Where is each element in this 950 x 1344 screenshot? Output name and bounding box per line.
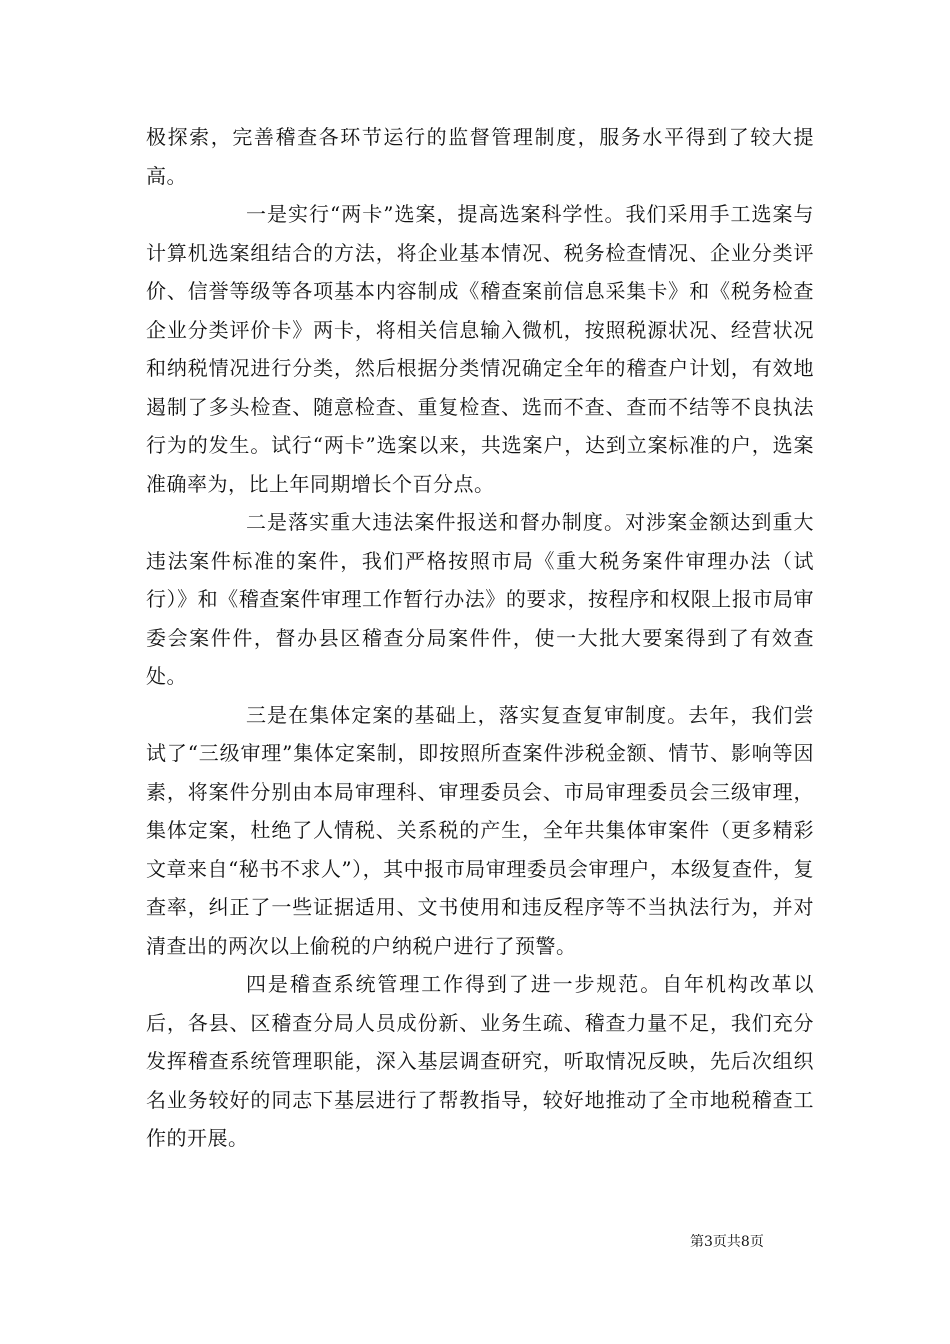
page-number: 第3页共8页 [690,1234,764,1250]
paragraph-major-cases: 二是落实重大违法案件报送和督办制度。对涉案金额达到重大违法案件标准的案件，我们严格按照市局《重大税务案件审理办法（试行）》和《稽查案件审理工作暂行办法》的要求，按程序和权限上报市局审委会案件件，督办县区稽查分局案件件，使一大批大要案得到了有效查处。 [146,510,814,688]
document-body [146,118,814,1158]
paragraph-two-cards: 一是实行“两卡”选案，提高选案科学性。我们采用手工选案与计算机选案组结合的方法，将企业基本情况、税务检查情况、企业分类评价、信誉等级等各项基本内容制成《稽查案前信息采集卡》和《税务检查企业分类评价卡》两卡，将相关信息输入微机，按照税源状况、经营状况和纳税情况进行分类，然后根据分类情况确定全年的稽查户计划，有效地遏制了多头检查、随意检查、重复检查、选而不查、查而不结等不良执法行为的发生。试行“两卡”选案以来，共选案户，达到立案标准的户，选案准确率为，比上年同期增长个百分点。 [146,202,814,496]
paragraph-continuation: 极探索，完善稽查各环节运行的监督管理制度，服务水平得到了较大提高。 [146,125,814,188]
paragraph-system-management: 四是稽查系统管理工作得到了进一步规范。自年机构改革以后，各县、区稽查分局人员成份新、业务生疏、稽查力量不足，我们充分发挥稽查系统管理职能，深入基层调查研究，听取情况反映，先后次组织名业务较好的同志下基层进行了帮教指导，较好地推动了全市地税稽查工作的开展。 [146,972,814,1150]
paragraph-review-system: 三是在集体定案的基础上，落实复查复审制度。去年，我们尝试了“三级审理”集体定案制，即按照所查案件涉税金额、情节、影响等因素，将案件分别由本局审理科、审理委员会、市局审理委员会三级审理，集体定案，杜绝了人情税、关系税的产生，全年共集体审案件（更多精彩文章来自“秘书不求人”），其中报市局审理委员会审理户，本级复查件，复查率，纠正了一些证据适用、文书使用和违反程序等不当执法行为，并对清查出的两次以上偷税的户纳税户进行了预警。 [146,702,814,958]
